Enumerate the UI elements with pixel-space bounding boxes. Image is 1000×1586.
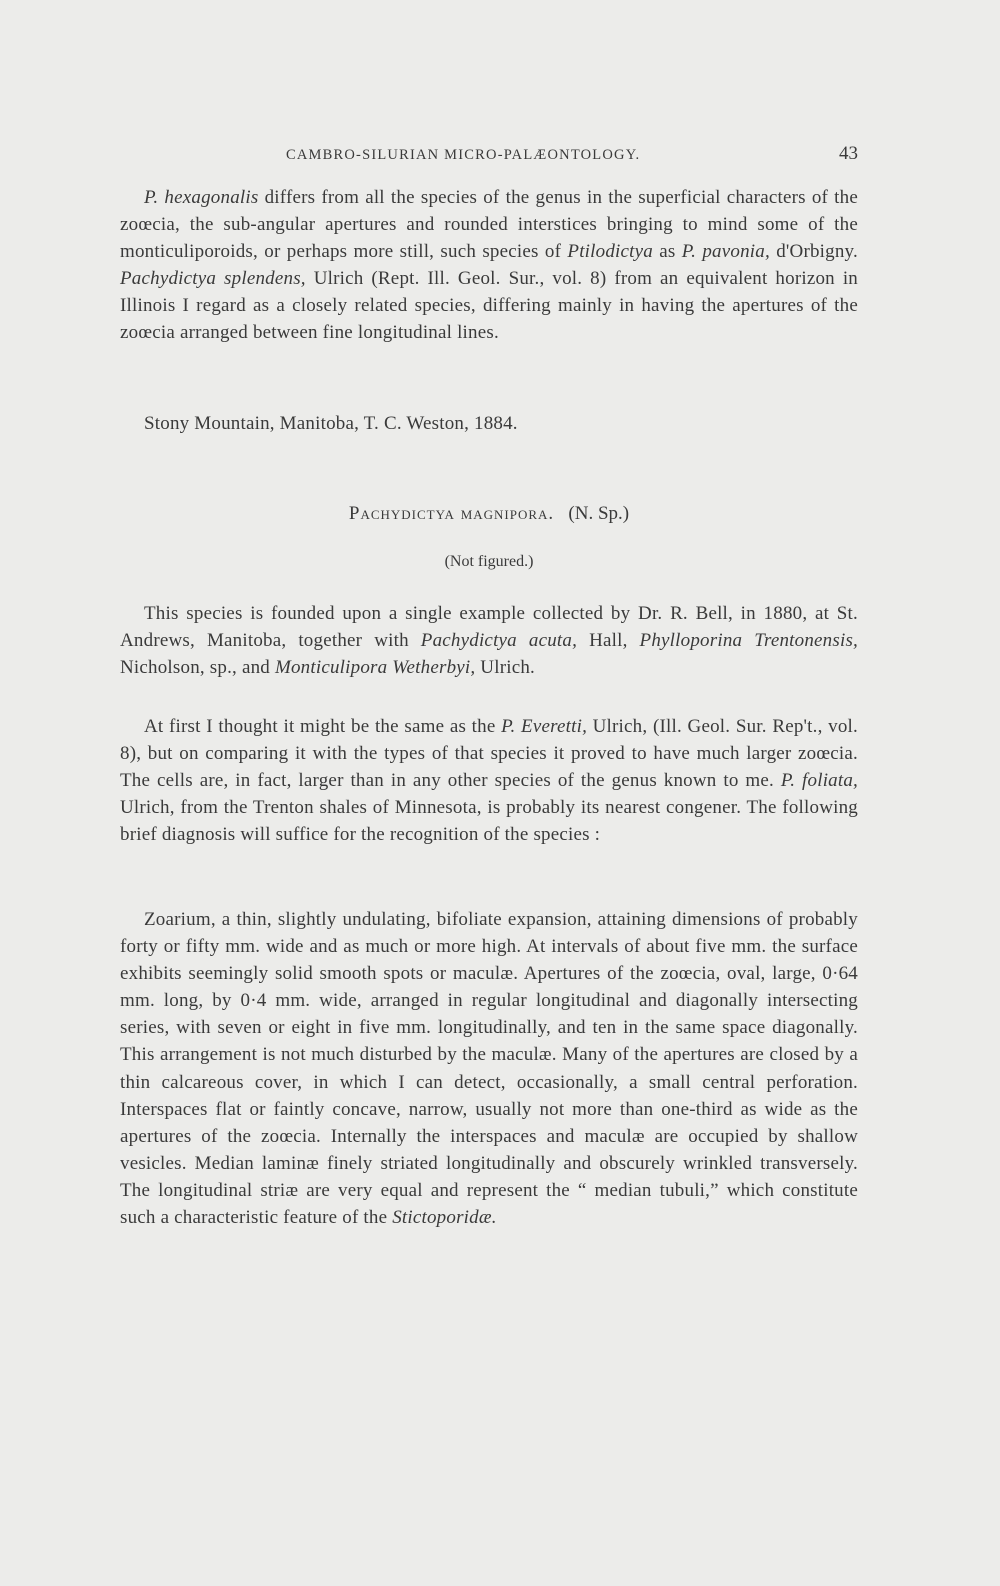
page-header — [120, 143, 858, 167]
taxon-name: P. pavonia, — [681, 241, 770, 263]
species-title: Pachydictya magnipora. — [348, 503, 555, 524]
page-number: 43 — [839, 143, 858, 164]
taxon-name: P. Everetti, — [501, 716, 588, 737]
taxon-name: Phylloporina Trentonensis, — [639, 630, 858, 652]
paragraph-hexagonalis — [120, 184, 858, 347]
running-head: CAMBRO-SILURIAN MICRO-PALÆONTOLOGY. — [286, 147, 641, 163]
taxon-name: Pachydictya splendens, — [120, 268, 306, 290]
species-heading — [120, 503, 858, 525]
locality-text: Stony Mountain, Manitoba, T. C. Weston, 1884. — [144, 413, 518, 434]
text-run: Zoarium, a thin, slightly undulating, bifoliate expansion, attaining dimensions of probably forty or fifty mm. wide and as much or more high. At intervals of about five mm. the surface exhibits seemingly solid smooth spots or maculæ. Apertures of the zoœcia, oval, large, 0·64 mm. long, by 0·4 mm. wide, arranged in regular longitudinal and diagonally intersecting series, with seven or eight in five mm. longitudinally, and ten in the same space diagonally. This arrangement is not much disturbed by the maculæ. Many of the apertures are closed by a thin calcareous cover, in which I can detect, occasionally, a small central perforation. Interspaces flat or faintly concave, narrow, usually not more than one-third as wide as the apertures of the zoœcia. Internally the interspaces and maculæ are occupied by shallow vesicles. Median laminæ finely striated longitudinally and obscurely wrinkled transversely. The longitudinal striæ are very equal and represent the “ median tubuli,” which constitute such a characteristic feature of the — [120, 909, 858, 1229]
taxon-name: P. hexagonalis — [144, 187, 259, 208]
paragraph-locality — [120, 410, 858, 437]
text-run: Ulrich, (Ill. Geol. Sur. Rep't., vol. 8), but on comparing it with the types of that species it proved to have much larger zoœcia. The cells are, in fact, larger than in any other species of the genus known to me. — [120, 716, 858, 792]
species-status: (N. Sp.) — [568, 503, 630, 524]
figure-note: (Not figured.) — [444, 553, 534, 570]
text-run: Ulrich, from the Trenton shales of Minnesota, is probably its nearest congener. The following brief diagnosis will suffice for the recognition of the species : — [120, 797, 858, 846]
taxon-name: Ptilodictya — [567, 241, 653, 263]
text-run: Nicholson, sp., and — [120, 657, 275, 679]
paragraph-comparison — [120, 713, 858, 848]
text-run: Hall, — [577, 630, 640, 652]
taxon-name: P. foliata, — [780, 770, 858, 792]
taxon-name: Stictoporidæ. — [392, 1207, 497, 1229]
paragraph-diagnosis — [120, 906, 858, 1231]
text-run: Ulrich (Rept. Ill. Geol. Sur., vol. 8) from an equivalent horizon in Illinois I regard as a closely related species, differing mainly in having the apertures of the zoœcia arranged between fine longitudinal lines. — [120, 268, 859, 344]
paragraph-origin — [120, 600, 858, 681]
text-run: At first I thought it might be the same as the — [144, 716, 502, 737]
taxon-name: Monticulipora Wetherbyi, — [274, 657, 476, 679]
text-run: This species is founded upon a single example collected by Dr. R. Bell, in 1880, at St. Andrews, Manitoba, together with — [120, 603, 858, 652]
text-run: Ulrich. — [475, 657, 535, 679]
text-run: d'Orbigny. — [769, 241, 858, 263]
text-run: differs from all the species of the genus in the superficial characters of the zoœcia, the sub-angular apertures and rounded interstices bringing to mind some of the monticuliporoids, or perhaps more still, such species of — [120, 187, 858, 263]
taxon-name: Pachydictya acuta, — [420, 630, 578, 652]
text-run: as — [652, 241, 682, 263]
